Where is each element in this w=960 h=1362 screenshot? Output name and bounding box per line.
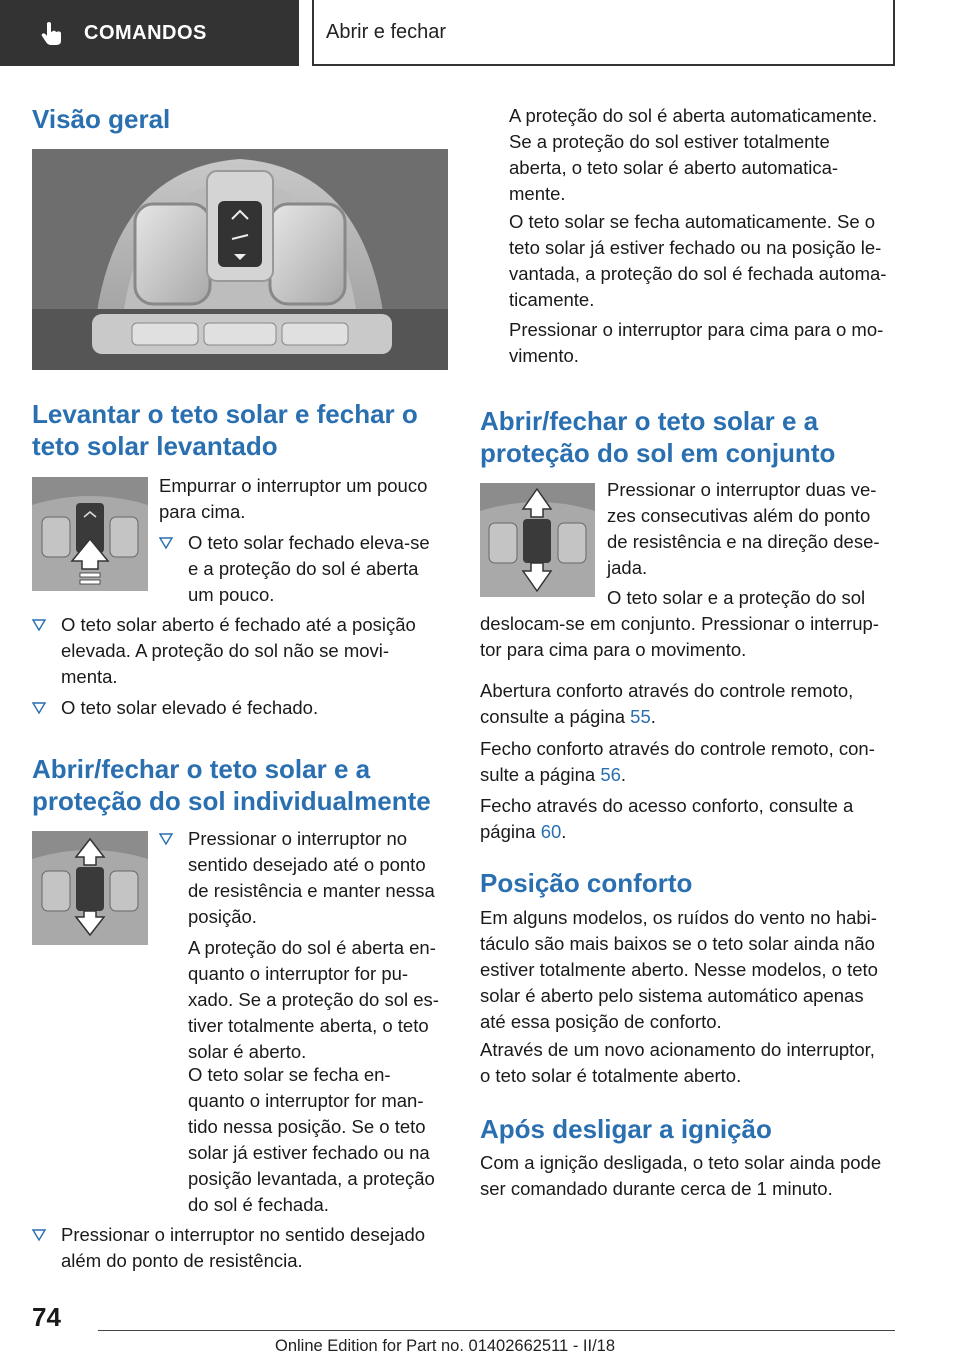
triangle-bullet-icon bbox=[32, 701, 46, 715]
section-tab bbox=[312, 0, 895, 66]
together-paragraph-1: Pressionar o interruptor duas ve- zes consecutivas além do ponto de resistência e na direção dese- jada. bbox=[607, 479, 880, 578]
page-link-60[interactable]: 60 bbox=[540, 821, 562, 842]
together-paragraph-2b: deslocam-se em conjunto. Pressionar o interrup- tor para cima para o movimento. bbox=[480, 613, 879, 660]
page-link-56[interactable]: 56 bbox=[600, 764, 621, 785]
switch-up-illustration bbox=[32, 477, 148, 591]
remote-open-paragraph: Abertura conforto através do controle remoto, consulte a página 55. bbox=[480, 680, 854, 727]
footer-edition: Online Edition for Part no. 01402662511 - II/18 bbox=[275, 1337, 616, 1355]
comfort-paragraph-2: Através de um novo acionamento do interruptor, o teto solar é totalmente aberto. bbox=[480, 1039, 875, 1086]
hand-pointer-icon bbox=[38, 19, 66, 47]
list-item: O teto solar aberto é fechado até a posição elevada. A proteção do sol não se movi- menta. bbox=[32, 612, 448, 692]
heading-raise: Levantar o teto solar e fechar o teto solar levantado bbox=[32, 399, 418, 461]
chapter-tab bbox=[0, 0, 299, 66]
ignition-paragraph: Com a ignição desligada, o teto solar ainda pode ser comandado durante cerca de 1 minuto. bbox=[480, 1152, 882, 1199]
switch-together-illustration bbox=[480, 483, 595, 597]
raise-intro: Empurrar o interruptor um pouco para cima. bbox=[159, 475, 428, 522]
triangle-bullet-icon bbox=[159, 536, 173, 550]
section-title: Abrir e fechar bbox=[326, 20, 447, 43]
comfort-paragraph-1: Em alguns modelos, os ruídos do vento no habi- táculo são mais baixos se o teto solar ainda não estiver totalmente aberto. Nesse modelos, o teto solar é aberto pelo sistema automático apenas até essa posição de conforto. bbox=[480, 907, 878, 1032]
list-item: O teto solar fechado eleva-se e a proteção do sol é aberta um pouco. bbox=[159, 530, 448, 610]
list-item: O teto solar elevado é fechado. bbox=[32, 695, 448, 723]
list-item: Pressionar o interruptor no sentido desejado além do ponto de resistência. bbox=[32, 1222, 448, 1276]
auto-paragraph-1: A proteção do sol é aberta automaticamente. Se a proteção do sol estiver totalmente aberta, o teto solar é aberto automatica- mente. bbox=[509, 105, 878, 204]
heading-together: Abrir/fechar o teto solar e a proteção do sol em conjunto bbox=[480, 406, 836, 468]
individual-paragraph-2: O teto solar se fecha en- quanto o interruptor for man- tido nessa posição. Se o teto solar já estiver fechado ou na posição levantada, a proteção do sol é fechada. bbox=[188, 1064, 435, 1215]
heading-overview: Visão geral bbox=[32, 104, 171, 134]
individual-paragraph-1: A proteção do sol é aberta en- quanto o interruptor for pu- xado. Se a proteção do sol es- tiver totalmente aberta, o teto solar é aberto. bbox=[188, 937, 439, 1062]
chapter-title: COMANDOS bbox=[84, 21, 207, 44]
overview-photo bbox=[32, 149, 448, 370]
auto-paragraph-2: O teto solar se fecha automaticamente. Se o teto solar já estiver fechado ou na posição le- vantada, a proteção do sol é fechada automa- ticamente. bbox=[509, 211, 887, 310]
list-item: Pressionar o interruptor no sentido desejado até o ponto de resistência e manter nessa posição. bbox=[159, 826, 448, 936]
remote-close-paragraph: Fecho conforto através do controle remoto, con- sulte a página 56. bbox=[480, 738, 875, 785]
together-paragraph-2a: O teto solar e a proteção do sol bbox=[607, 587, 866, 608]
page-header bbox=[0, 0, 960, 66]
access-close-paragraph: Fecho através do acesso conforto, consulte a página 60. bbox=[480, 795, 854, 842]
page-link-55[interactable]: 55 bbox=[630, 706, 651, 727]
triangle-bullet-icon bbox=[159, 832, 173, 846]
switch-updown-illustration bbox=[32, 831, 148, 945]
heading-individual: Abrir/fechar o teto solar e a proteção do sol individualmente bbox=[32, 754, 431, 816]
heading-comfort: Posição conforto bbox=[480, 868, 693, 898]
triangle-bullet-icon bbox=[32, 618, 46, 632]
auto-paragraph-3: Pressionar o interruptor para cima para o mo- vimento. bbox=[509, 319, 884, 366]
triangle-bullet-icon bbox=[32, 1228, 46, 1242]
heading-ignition: Após desligar a ignição bbox=[480, 1114, 772, 1144]
footer-divider bbox=[98, 1330, 895, 1331]
page-number: 74 bbox=[32, 1302, 61, 1332]
